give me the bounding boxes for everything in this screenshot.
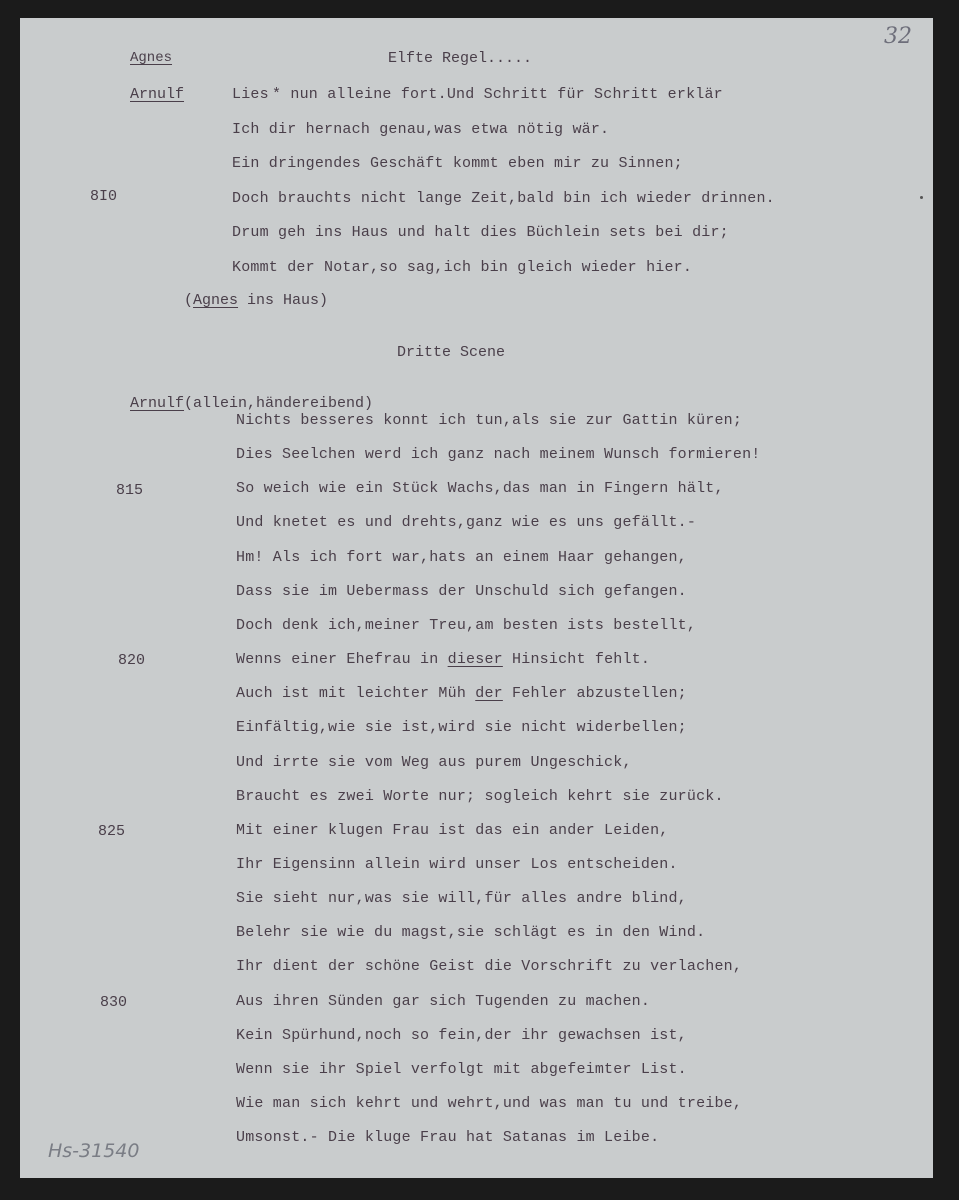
verse-line: So weich wie ein Stück Wachs,das man in Fingern hält, [236, 480, 724, 498]
verse-line: Dass sie im Uebermass der Unschuld sich gefangen. [236, 582, 687, 600]
verse-line: Kein Spürhund,noch so fein,der ihr gewachsen ist, [236, 1026, 687, 1044]
speaker-agnes: Agnes [130, 50, 173, 66]
speaker-direction [130, 395, 373, 412]
speaker-arnulf-2: Arnulf [130, 395, 185, 412]
verse-line: Kommt der Notar,so sag,ich bin gleich wieder hier. [232, 259, 693, 276]
line-number: 825 [98, 823, 126, 840]
verse-underlined: der [475, 685, 503, 703]
line-number: 820 [118, 652, 146, 669]
verse-line: Sie sieht nur,was sie will,für alles andre blind, [236, 890, 687, 908]
verse-line: Ich dir hernach genau,was etwa nötig wär. [232, 120, 610, 138]
verse-line: Belehr sie wie du magst,sie schlägt es in den Wind. [236, 924, 706, 942]
verse-line: Einfältig,wie sie ist,wird sie nicht widerbellen; [236, 719, 687, 737]
scene-title: Dritte Scene [397, 344, 506, 361]
verse-line: Braucht es zwei Worte nur; sogleich kehrt sie zurück. [236, 787, 724, 805]
verse-text: Auch ist mit leichter Müh [236, 685, 476, 703]
verse-line: Doch denk ich,meiner Treu,am besten ists bestellt, [236, 616, 697, 634]
typescript-page [20, 18, 933, 1178]
verse-line: Wenn sie ihr Spiel verfolgt mit abgefeimter List. [236, 1060, 687, 1078]
verse-line: Ein dringendes Geschäft kommt eben mir zu Sinnen; [232, 155, 683, 173]
verse-text: Fehler abzustellen; [502, 685, 687, 703]
verse-line: Und knetet es und drehts,ganz wie es uns gefällt.- [236, 514, 697, 532]
archive-mark: Hs-31540 [48, 1140, 140, 1162]
verse-line: Hm! Als ich fort war,hats an einem Haar gehangen, [236, 548, 687, 566]
stray-mark [920, 196, 923, 199]
verse-line: Dies Seelchen werd ich ganz nach meinem Wunsch formieren! [236, 446, 761, 464]
verse-text: Wenns einer Ehefrau in [236, 651, 448, 669]
verse-line: Umsonst.- Die kluge Frau hat Satanas im Leibe. [236, 1129, 660, 1147]
speaker-arnulf: Arnulf [130, 86, 185, 103]
verse-line: Doch brauchts nicht lange Zeit,bald bin ich wieder drinnen. [232, 189, 775, 207]
verse-line: Nichts besseres konnt ich tun,als sie zur Gattin küren; [236, 412, 743, 429]
stage-name: Agnes [193, 292, 239, 309]
verse-line: Mit einer klugen Frau ist das ein ander Leiden, [236, 821, 669, 839]
verse-line: Ihr Eigensinn allein wird unser Los entscheiden. [236, 855, 678, 873]
verse-line: Lies * nun alleine fort.Und Schritt für Schritt erklär [232, 86, 723, 103]
line-number: 8I0 [90, 188, 118, 205]
stage-direction [184, 292, 328, 309]
direction-text: (allein,händereibend) [184, 395, 374, 412]
page-number: 32 [884, 24, 912, 49]
stage-open: ( [184, 292, 194, 309]
line-number: 830 [100, 994, 128, 1011]
stage-rest: ins Haus) [238, 292, 329, 309]
verse-line: Aus ihren Sünden gar sich Tugenden zu machen. [236, 992, 651, 1010]
verse-line: Wie man sich kehrt und wehrt,und was man tu und treibe, [236, 1095, 743, 1112]
verse-line [236, 651, 650, 668]
line-number: 815 [116, 482, 144, 499]
verse-text: Hinsicht fehlt. [502, 651, 651, 669]
verse-underlined: dieser [447, 651, 503, 669]
verse-line [236, 685, 687, 702]
verse-line: Ihr dient der schöne Geist die Vorschrift zu verlachen, [236, 958, 743, 976]
section-title: Elfte Regel..... [388, 50, 533, 67]
verse-line: Drum geh ins Haus und halt dies Büchlein sets bei dir; [232, 224, 729, 242]
verse-line: Und irrte sie vom Weg aus purem Ungeschick, [236, 753, 632, 771]
